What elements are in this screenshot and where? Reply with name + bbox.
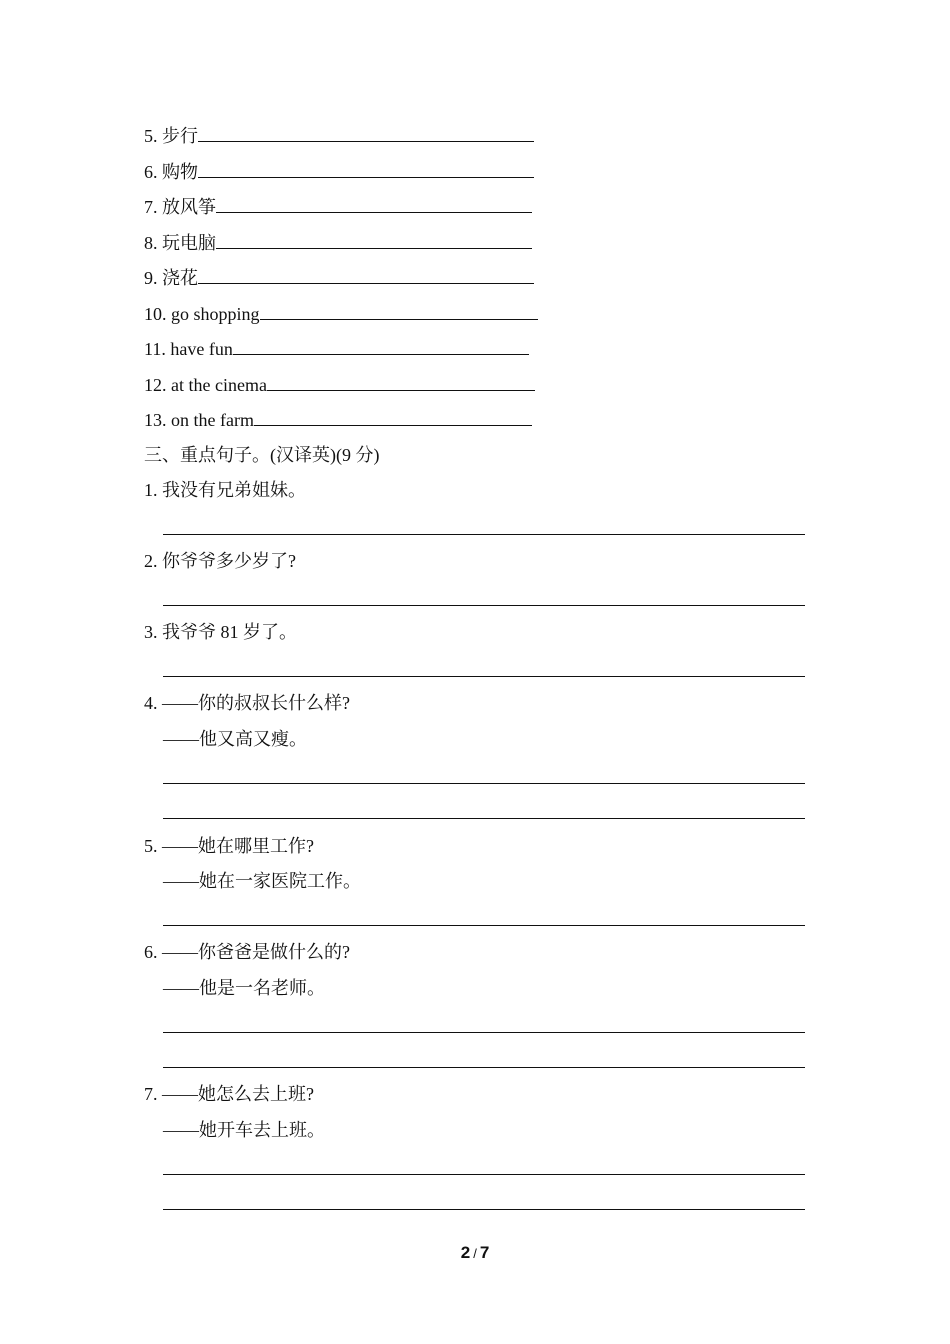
sentence-prompt xyxy=(144,1083,314,1105)
sentence-prompt xyxy=(144,941,350,963)
item-number: 6. xyxy=(144,942,158,962)
vocab-item xyxy=(144,302,538,325)
sentence-prompt xyxy=(144,550,296,572)
vocab-item xyxy=(144,231,532,254)
item-prompt: have fun xyxy=(170,339,233,359)
item-number: 7. xyxy=(144,1084,158,1104)
item-prompt: on the farm xyxy=(171,410,254,430)
answer-blank[interactable] xyxy=(260,302,538,320)
answer-blank[interactable] xyxy=(198,266,534,284)
sentence-response: ——他又高又瘦。 xyxy=(163,729,307,749)
section-heading: 三、重点句子。(汉译英)(9 分) xyxy=(144,445,380,465)
answer-line[interactable] xyxy=(163,1174,805,1175)
prompt-text: 你爷爷多少岁了? xyxy=(162,551,296,571)
sentence-response: ——他是一名老师。 xyxy=(163,978,325,998)
answer-line[interactable] xyxy=(163,925,805,926)
vocab-item xyxy=(144,373,535,396)
answer-line[interactable] xyxy=(163,818,805,819)
vocab-item xyxy=(144,124,534,147)
vocab-item xyxy=(144,337,529,360)
answer-line[interactable] xyxy=(163,1067,805,1068)
prompt-text: 我没有兄弟姐妹。 xyxy=(162,480,306,500)
item-number: 10. xyxy=(144,304,167,324)
item-prompt: 放风筝 xyxy=(162,197,216,217)
answer-blank[interactable] xyxy=(216,231,532,249)
item-number: 5. xyxy=(144,126,158,146)
item-prompt: 步行 xyxy=(162,126,198,146)
sentence-response: ——她开车去上班。 xyxy=(163,1120,325,1140)
sentence-prompt xyxy=(144,835,314,857)
sentence-response: ——她在一家医院工作。 xyxy=(163,871,361,891)
item-prompt: go shopping xyxy=(171,304,260,324)
vocab-item xyxy=(144,266,534,289)
prompt-text: 我爷爷 81 岁了。 xyxy=(162,622,297,642)
item-number: 7. xyxy=(144,197,158,217)
answer-blank[interactable] xyxy=(198,160,534,178)
prompt-text: ——你爸爸是做什么的? xyxy=(162,942,350,962)
item-number: 3. xyxy=(144,622,158,642)
item-number: 8. xyxy=(144,233,158,253)
prompt-text: ——你的叔叔长什么样? xyxy=(162,693,350,713)
answer-line[interactable] xyxy=(163,1032,805,1033)
answer-blank[interactable] xyxy=(216,195,532,213)
answer-blank[interactable] xyxy=(233,337,529,355)
sentence-prompt xyxy=(144,692,350,714)
item-number: 11. xyxy=(144,339,166,359)
item-number: 6. xyxy=(144,162,158,182)
page-number xyxy=(0,1243,950,1263)
current-page: 2 xyxy=(460,1243,471,1262)
answer-blank[interactable] xyxy=(267,373,535,391)
answer-line[interactable] xyxy=(163,1209,805,1210)
item-prompt: at the cinema xyxy=(171,375,267,395)
answer-line[interactable] xyxy=(163,605,805,606)
item-number: 5. xyxy=(144,836,158,856)
item-prompt: 浇花 xyxy=(162,268,198,288)
item-number: 12. xyxy=(144,375,167,395)
item-number: 2. xyxy=(144,551,158,571)
page-separator: / xyxy=(473,1246,477,1261)
total-pages: 7 xyxy=(479,1243,490,1262)
sentence-prompt xyxy=(144,621,297,643)
answer-blank[interactable] xyxy=(198,124,534,142)
prompt-text: ——她在哪里工作? xyxy=(162,836,314,856)
answer-line[interactable] xyxy=(163,676,805,677)
item-number: 9. xyxy=(144,268,158,288)
vocab-item xyxy=(144,160,534,183)
vocab-item xyxy=(144,408,532,431)
item-prompt: 购物 xyxy=(162,162,198,182)
item-number: 4. xyxy=(144,693,158,713)
answer-blank[interactable] xyxy=(254,408,532,426)
answer-line[interactable] xyxy=(163,783,805,784)
item-number: 1. xyxy=(144,480,158,500)
item-number: 13. xyxy=(144,410,167,430)
item-prompt: 玩电脑 xyxy=(162,233,216,253)
answer-line[interactable] xyxy=(163,534,805,535)
vocab-item xyxy=(144,195,532,218)
sentence-prompt xyxy=(144,479,306,501)
prompt-text: ——她怎么去上班? xyxy=(162,1084,314,1104)
